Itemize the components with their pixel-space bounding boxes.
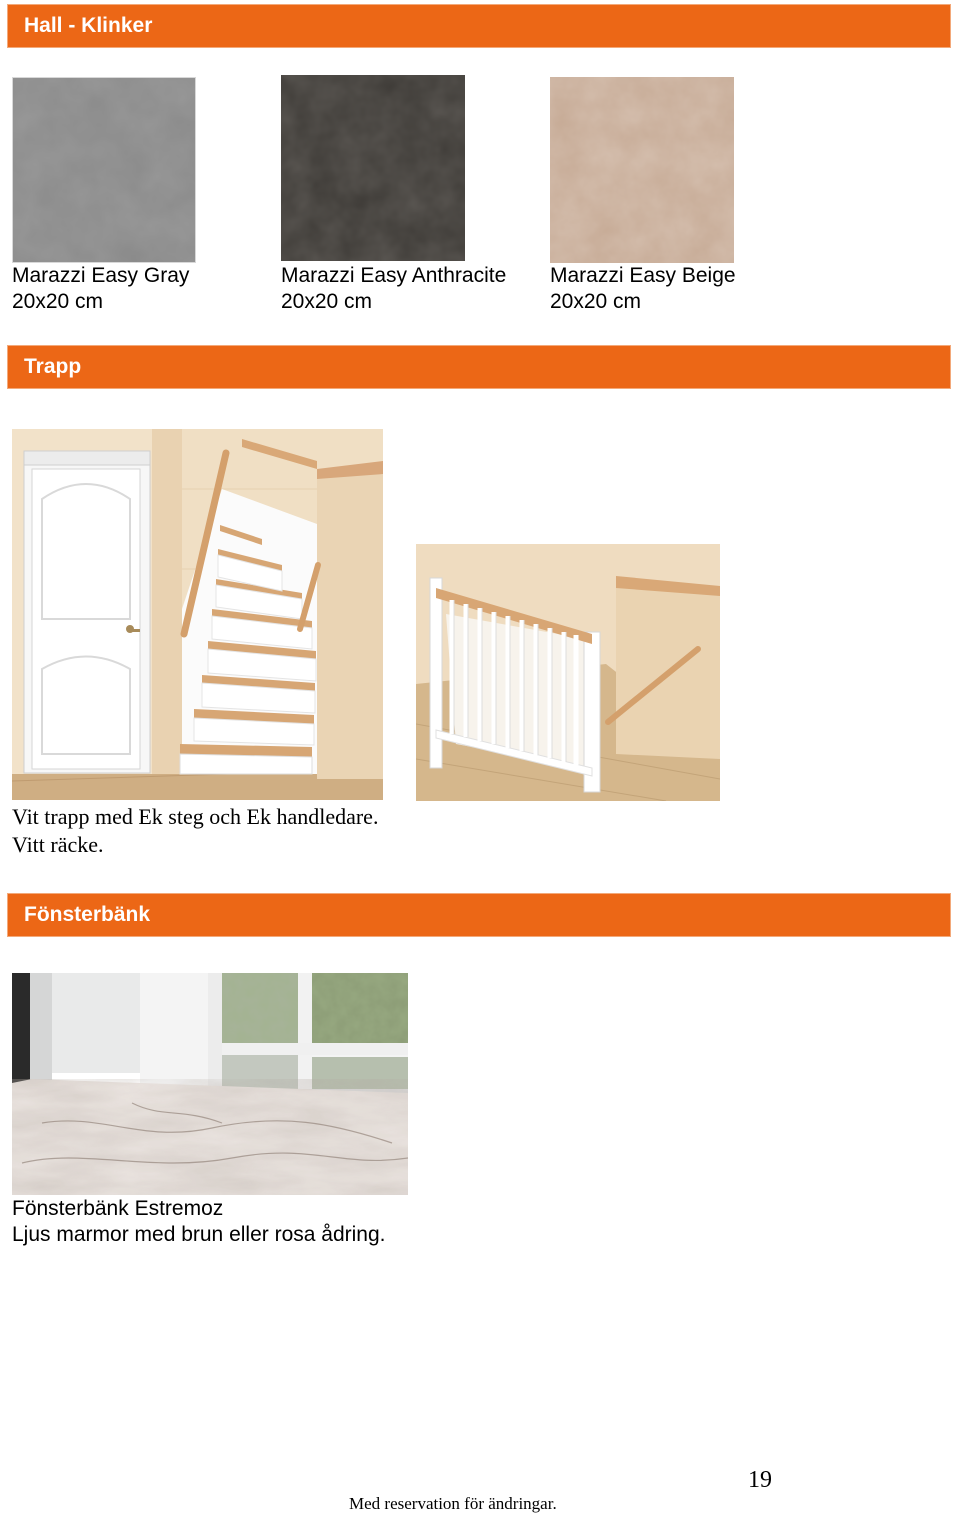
page-number: 19: [748, 1467, 772, 1493]
section-header-window-sill: Fönsterbänk: [7, 893, 951, 937]
sill-description-line1: Fönsterbänk Estremoz: [12, 1197, 224, 1220]
stair-image-with-door: [12, 429, 383, 800]
stair-description-line2: Vitt räcke.: [12, 832, 104, 857]
tile-swatch-beige: [550, 77, 734, 263]
tile-size-anthracite: 20x20 cm: [281, 290, 373, 313]
stair-description-line1: Vit trapp med Ek steg och Ek handledare.: [12, 804, 379, 829]
sill-description-line2: Ljus marmor med brun eller rosa ådring.: [12, 1223, 386, 1246]
section-header-hall: Hall - Klinker: [7, 4, 951, 48]
tile-name-gray: Marazzi Easy Gray: [12, 264, 190, 287]
tile-name-beige: Marazzi Easy Beige: [550, 264, 736, 287]
tile-size-beige: 20x20 cm: [550, 290, 642, 313]
section-header-stair: Trapp: [7, 345, 951, 389]
tile-swatch-gray: [12, 77, 196, 263]
tile-name-anthracite: Marazzi Easy Anthracite: [281, 264, 507, 287]
footer-note: Med reservation för ändringar.: [349, 1494, 557, 1513]
stair-railing-image: [416, 544, 720, 801]
tile-swatch-anthracite: [281, 75, 465, 261]
window-sill-image: [12, 973, 408, 1195]
tile-size-gray: 20x20 cm: [12, 290, 104, 313]
